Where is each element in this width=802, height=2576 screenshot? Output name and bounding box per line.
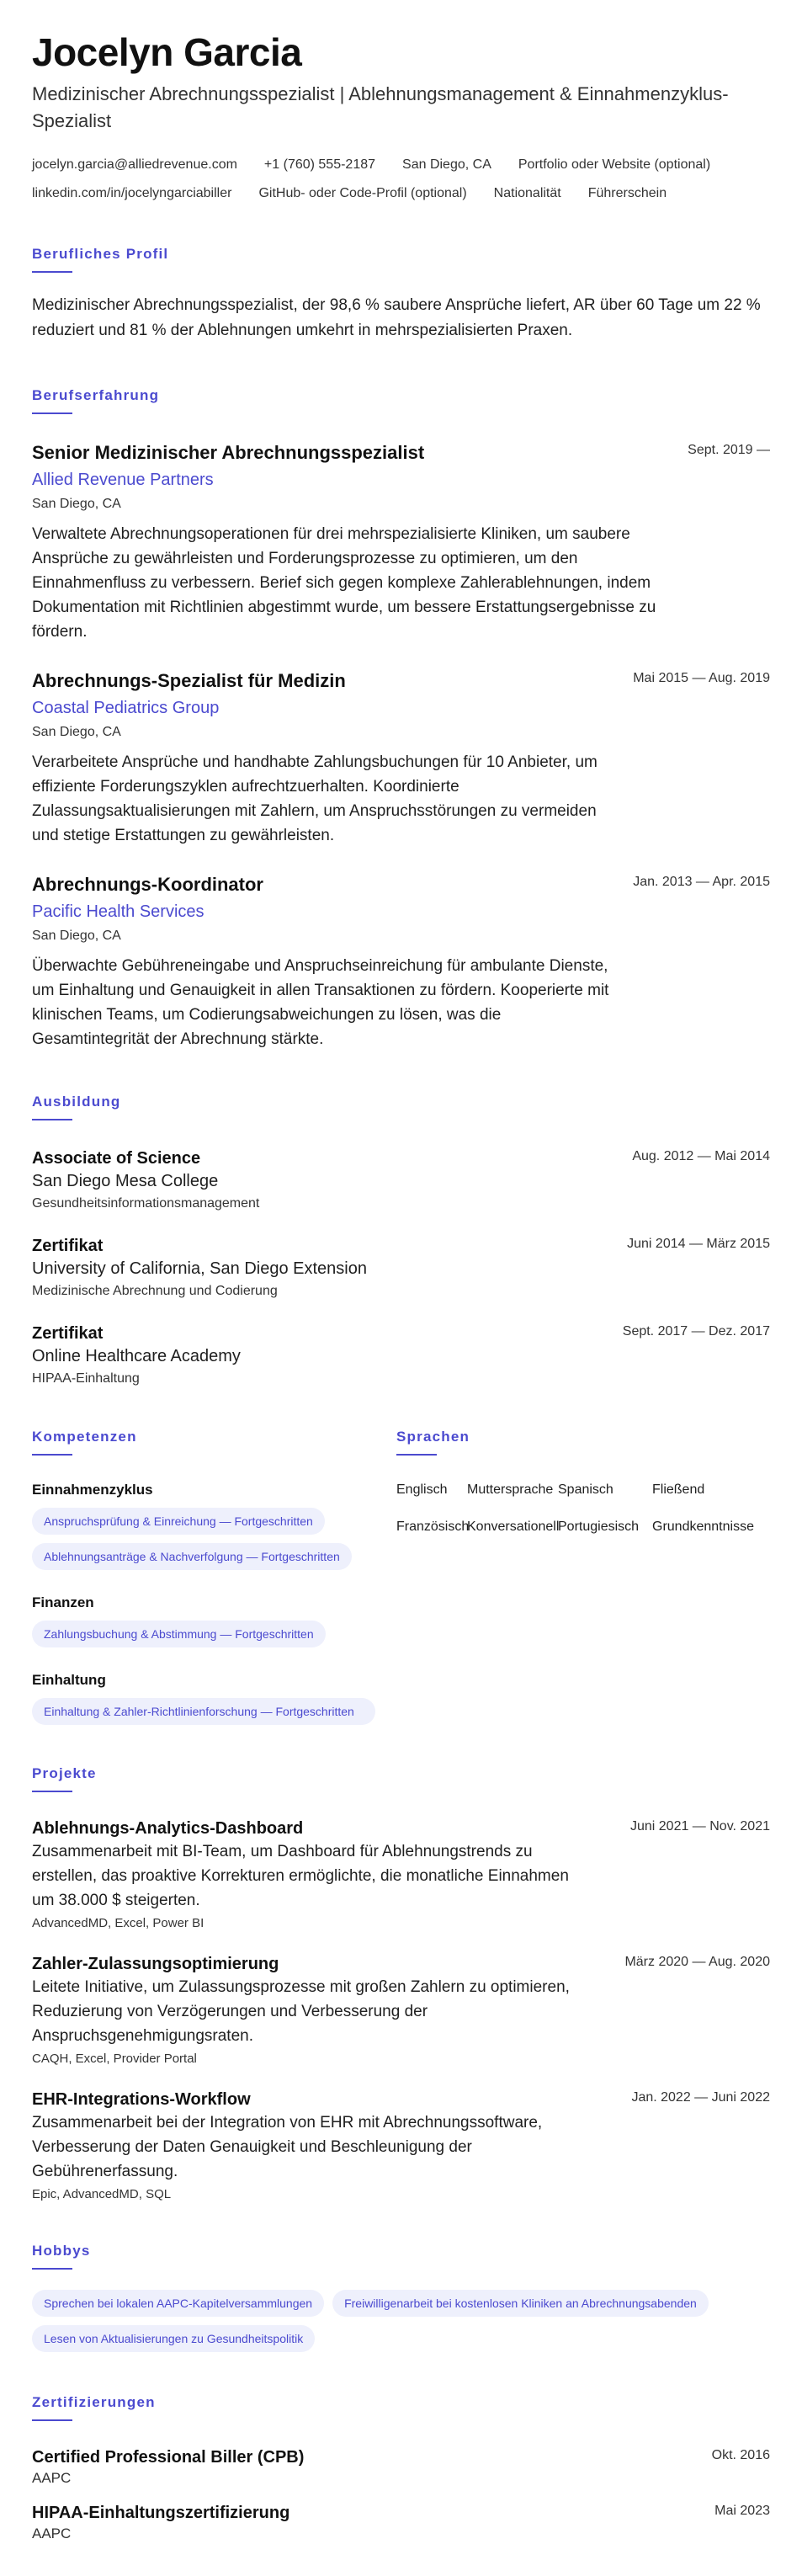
contact-phone[interactable]: +1 (760) 555-2187	[263, 157, 376, 172]
skill-chips	[32, 1621, 396, 1647]
education-dates: Sept. 2017 — Dez. 2017	[622, 1324, 770, 1339]
degree: Zertifikat	[32, 1237, 104, 1255]
education-entry	[32, 1323, 770, 1388]
projects-section	[32, 1765, 770, 2204]
skill-chips	[32, 1698, 396, 1725]
skills-languages-row	[32, 1429, 770, 1725]
degree: Associate of Science	[32, 1149, 201, 1168]
language-level: Muttersprache	[467, 1482, 554, 1497]
project-dates: März 2020 — Aug. 2020	[624, 1955, 770, 1969]
languages-section	[396, 1429, 770, 1725]
certification-entry	[32, 2502, 770, 2544]
hobby-chip: Lesen von Aktualisierungen zu Gesundheitspolitik	[32, 2325, 315, 2352]
contact-info	[32, 155, 770, 204]
language-name: Englisch	[396, 1482, 448, 1497]
contact-license: Führerschein	[587, 186, 667, 200]
project-entry	[32, 1818, 770, 1933]
section-divider	[32, 2419, 72, 2421]
language-row	[396, 1481, 770, 1499]
education-dates: Aug. 2012 — Mai 2014	[632, 1149, 770, 1163]
contact-email[interactable]: jocelyn.garcia@alliedrevenue.com	[32, 157, 237, 172]
headline: Medizinischer Abrechnungsspezialist | Ablehnungsmanagement & Einnahmenzyklus-Spezialist	[32, 83, 729, 131]
degree: Zertifikat	[32, 1324, 104, 1343]
project-tech: CAQH, Excel, Provider Portal	[32, 2052, 197, 2066]
job-title: Abrechnungs-Koordinator	[32, 874, 263, 895]
job-dates: Jan. 2013 — Apr. 2015	[633, 875, 770, 889]
candidate-name: Jocelyn Garcia	[32, 30, 302, 74]
job-location: San Diego, CA	[32, 929, 121, 943]
school: Online Healthcare Academy	[32, 1347, 241, 1365]
skill-chip: Zahlungsbuchung & Abstimmung — Fortgeschritten	[32, 1621, 326, 1647]
hobby-chips	[32, 2290, 773, 2352]
language-row	[396, 1518, 770, 1536]
experience-section	[32, 387, 770, 1051]
school: University of California, San Diego Extension	[32, 1259, 367, 1278]
skill-chip: Ablehnungsanträge & Nachverfolgung — Fortgeschritten	[32, 1543, 352, 1570]
language-name: Spanisch	[558, 1482, 613, 1497]
language-level: Konversationell	[467, 1520, 560, 1534]
job-company: Pacific Health Services	[32, 902, 204, 921]
certification-title: HIPAA-Einhaltungszertifizierung	[32, 2504, 290, 2522]
skill-chips	[32, 1508, 396, 1570]
job-dates: Sept. 2019 —	[688, 443, 770, 457]
profile-section	[32, 246, 770, 343]
section-divider	[32, 1454, 72, 1456]
language-name: Portugiesisch	[558, 1520, 640, 1534]
section-title-projects: Projekte	[32, 1765, 97, 1781]
language-name: Französisch	[396, 1520, 470, 1534]
project-tech: AdvancedMD, Excel, Power BI	[32, 1916, 204, 1930]
contact-nationality: Nationalität	[493, 186, 561, 200]
field-of-study: HIPAA-Einhaltung	[32, 1371, 140, 1386]
project-entry	[32, 1953, 770, 2068]
job-entry	[32, 669, 770, 848]
job-location: San Diego, CA	[32, 497, 121, 511]
field-of-study: Gesundheitsinformationsmanagement	[32, 1196, 260, 1211]
hobbies-section	[32, 2243, 770, 2352]
section-title-languages: Sprachen	[396, 1429, 470, 1445]
certification-entry	[32, 2446, 770, 2488]
certification-title: Certified Professional Biller (CPB)	[32, 2448, 305, 2467]
job-description: Überwachte Gebühreneingabe und Anspruchseinreichung für ambulante Dienste, um Einhaltung und Genauigkeit in allen Transaktionen zu fördern. Kooperierte mit klinischen Teams, um Codierungsabweichungen zu lösen, was die Gesamtintegrität der Abrechnung stärkte.	[32, 957, 609, 1048]
hobby-chip: Freiwilligenarbeit bei kostenlosen Kliniken an Abrechnungsabenden	[332, 2290, 709, 2317]
education-dates: Juni 2014 — März 2015	[627, 1237, 770, 1251]
skill-chip: Anspruchsprüfung & Einreichung — Fortgeschritten	[32, 1508, 325, 1535]
job-location: San Diego, CA	[32, 725, 121, 739]
section-divider	[32, 412, 72, 414]
job-company: Allied Revenue Partners	[32, 471, 214, 489]
contact-github[interactable]: GitHub- oder Code-Profil (optional)	[258, 186, 467, 200]
certification-date: Okt. 2016	[711, 2448, 770, 2462]
project-title: Ablehnungs-Analytics-Dashboard	[32, 1819, 304, 1838]
section-divider	[32, 271, 72, 273]
project-description: Leitete Initiative, um Zulassungsprozesse mit großen Zahlern zu optimieren, Reduzierung von Verzögerungen und Verbesserung der Anspruchsgenehmigungsraten.	[32, 1978, 570, 2045]
section-title-hobbies: Hobbys	[32, 2243, 91, 2259]
section-divider	[32, 1119, 72, 1120]
hobby-chip: Sprechen bei lokalen AAPC-Kapitelversammlungen	[32, 2290, 324, 2317]
job-entry	[32, 441, 770, 644]
section-divider	[396, 1454, 437, 1456]
certification-issuer: AAPC	[32, 2470, 72, 2486]
certifications-section	[32, 2394, 770, 2544]
project-title: EHR-Integrations-Workflow	[32, 2090, 251, 2109]
job-title: Senior Medizinischer Abrechnungsspezialist	[32, 442, 425, 463]
section-title-skills: Kompetenzen	[32, 1429, 137, 1445]
education-section	[32, 1094, 770, 1388]
contact-location: San Diego, CA	[402, 157, 491, 172]
skill-category: Einnahmenzyklus	[32, 1482, 153, 1498]
section-title-education: Ausbildung	[32, 1094, 121, 1110]
project-tech: Epic, AdvancedMD, SQL	[32, 2187, 172, 2201]
skill-category: Einhaltung	[32, 1672, 106, 1688]
school: San Diego Mesa College	[32, 1172, 219, 1190]
skill-chip: Einhaltung & Zahler-Richtlinienforschung — Fortgeschritten	[32, 1698, 375, 1725]
project-description: Zusammenarbeit mit BI-Team, um Dashboard für Ablehnungstrends zu erstellen, das proaktive Korrekturen ermöglichte, die monatliche Einnahmen um 38.000 $ steigerten.	[32, 1843, 569, 1909]
certification-issuer: AAPC	[32, 2525, 72, 2541]
project-entry	[32, 2089, 770, 2204]
skill-category: Finanzen	[32, 1594, 94, 1610]
section-title-experience: Berufserfahrung	[32, 387, 160, 403]
skills-section	[32, 1429, 396, 1725]
education-entry	[32, 1235, 770, 1301]
section-divider	[32, 1791, 72, 1792]
job-title: Abrechnungs-Spezialist für Medizin	[32, 670, 346, 691]
section-title-profile: Berufliches Profil	[32, 246, 169, 262]
job-entry	[32, 873, 770, 1051]
project-title: Zahler-Zulassungsoptimierung	[32, 1955, 279, 1973]
project-description: Zusammenarbeit bei der Integration von EHR mit Abrechnungssoftware, Verbesserung der Daten Genauigkeit und Beschleunigung der Gebührenerfassung.	[32, 2114, 543, 2180]
language-level: Fließend	[652, 1482, 705, 1497]
field-of-study: Medizinische Abrechnung und Codierung	[32, 1284, 278, 1298]
job-description: Verarbeitete Ansprüche und handhabte Zahlungsbuchungen für 10 Anbieter, um effiziente Forderungszyklen aufrechtzuerhalten. Koordinierte Zulassungsaktualisierungen mit Zahlern, um Anspruchsstörungen zu vermeiden und stetige Erstattungen zu gewährleisten.	[32, 753, 598, 844]
job-dates: Mai 2015 — Aug. 2019	[633, 671, 770, 685]
job-description: Verwaltete Abrechnungsoperationen für drei mehrspezialisierte Kliniken, um saubere Ansprüche zu gewährleisten und Forderungsprozesse zu optimieren, um den Einnahmenfluss zu verbessern. Berief sich gegen komplexe Zahlerablehnungen, indem Dokumentation mit Richtlinien abgestimmt wurde, um bessere Erstattungsergebnisse zu fördern.	[32, 525, 656, 641]
contact-portfolio[interactable]: Portfolio oder Website (optional)	[518, 157, 711, 172]
contact-linkedin[interactable]: linkedin.com/in/jocelyngarciabiller	[32, 186, 232, 200]
profile-summary: Medizinischer Abrechnungsspezialist, der 98,6 % saubere Ansprüche liefert, AR über 60 Tage um 22 % reduziert und 81 % der Ablehnungen umkehrt in mehrspezialisierten Praxen.	[32, 296, 761, 339]
certification-date: Mai 2023	[714, 2504, 770, 2518]
project-dates: Juni 2021 — Nov. 2021	[629, 1819, 770, 1834]
section-divider	[32, 2268, 72, 2270]
job-company: Coastal Pediatrics Group	[32, 699, 220, 717]
project-dates: Jan. 2022 — Juni 2022	[631, 2090, 770, 2105]
section-title-certifications: Zertifizierungen	[32, 2394, 156, 2410]
education-entry	[32, 1147, 770, 1213]
language-level: Grundkenntnisse	[652, 1520, 754, 1534]
